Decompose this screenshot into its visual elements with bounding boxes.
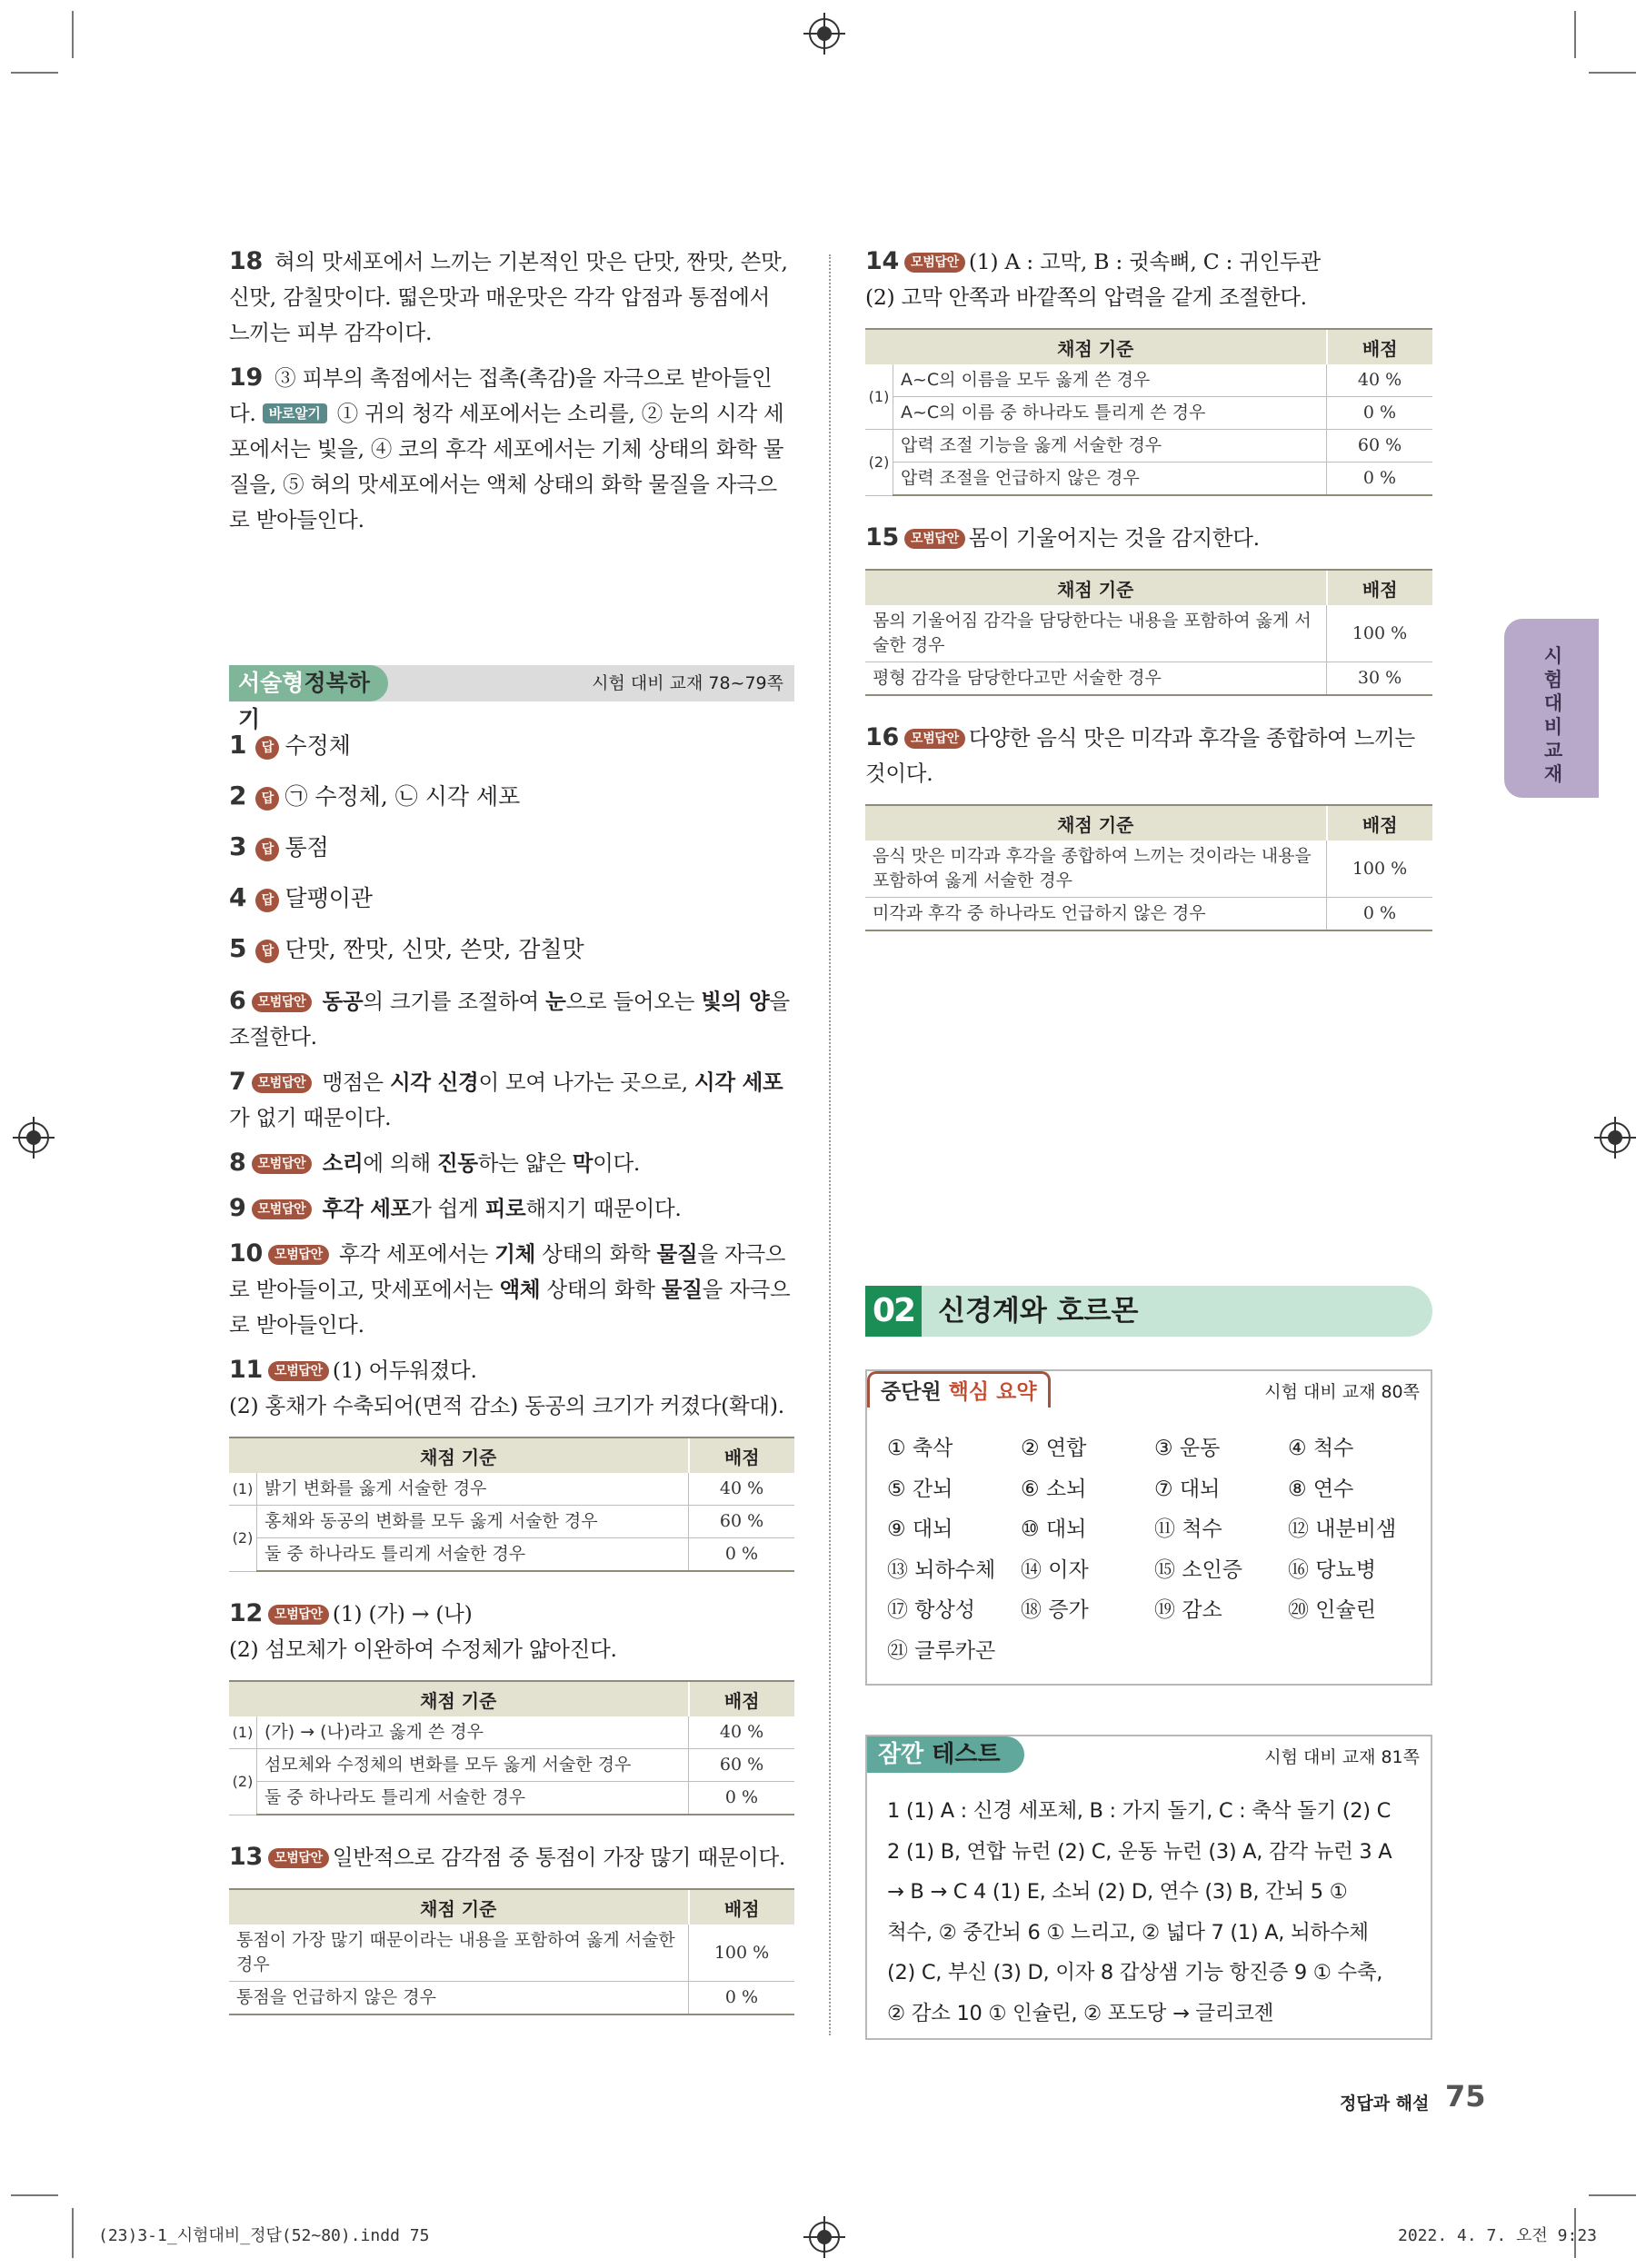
model-answer-tag: 모범답안 (268, 1605, 329, 1625)
chapter-number: 02 (865, 1286, 922, 1337)
textbook-reference: 시험 대비 교재 80쪽 (1264, 1382, 1420, 1402)
answer-14: 14 모범답안 (1) A : 고막, B : 귓속뼈, C : 귀인두관 (2) 고막 안쪽과 바깥쪽의 압력을 같게 조절한다. (865, 247, 1321, 310)
short-answer-1: 1 답 수정체 (229, 730, 351, 760)
table-row: 음식 맛은 미각과 후각을 종합하여 느끼는 것이라는 내용을 포함하여 옳게 서술한 경우 100 % (865, 841, 1432, 898)
table-row: 둘 중 하나라도 틀리게 서술한 경우 0 % (229, 1538, 794, 1572)
model-answer-tag: 모범답안 (904, 729, 965, 749)
answer-tag: 답 (255, 838, 279, 861)
table-row: 미각과 후각 중 하나라도 언급하지 않은 경우 0 % (865, 898, 1432, 931)
table-row: A~C의 이름 중 하나라도 틀리게 쓴 경우 0 % (865, 397, 1432, 430)
chapter-banner (865, 1286, 1432, 1337)
model-answer-tag: 모범답안 (268, 1361, 329, 1381)
crop-mark (72, 2208, 74, 2258)
list-item: ⑤ 간뇌 ⑥ 소뇌 ⑦ 대뇌 ⑧ 연수 (887, 1477, 1354, 1501)
scoring-table-13: 채점 기준 배점 통점이 가장 많기 때문이라는 내용을 포함하여 옳게 서술한 경우 100 % 통점을 언급하지 않은 경우 0 % (229, 1888, 794, 2015)
model-answer-tag: 모범답안 (252, 1154, 313, 1174)
model-answer-tag: 모범답안 (904, 253, 965, 273)
print-slug: (23)3-1_시험대비_정답(52~80).indd 75 (98, 2226, 430, 2245)
scoring-table-11: 채점 기준 배점 (1) 밝기 변화를 옳게 서술한 경우 40 % (2) 홍채와 동공의 변화를 모두 옳게 서술한 경우 60 % 둘 중 하나라도 틀리게 서술한 경우 0 % (229, 1437, 794, 1572)
item-number: 19 (229, 363, 263, 392)
answer-16: 16 모범답안 다양한 음식 맛은 미각과 후각을 종합하여 느끼는 것이다. (865, 723, 1415, 786)
table-row: (2) 압력 조절 기능을 옳게 서술한 경우 60 % (865, 430, 1432, 463)
registration-mark-icon (1600, 1122, 1631, 1153)
crop-mark (72, 11, 74, 58)
model-answer-tag: 모범답안 (904, 529, 965, 549)
column-divider (829, 254, 831, 2035)
registration-mark-icon (809, 2222, 840, 2253)
model-answer-tag: 모범답안 (268, 1848, 329, 1868)
answer-15: 15 모범답안 몸이 기울어지는 것을 감지한다. (865, 523, 1260, 552)
print-timestamp: 2022. 4. 7. 오전 9:23 (1398, 2226, 1598, 2245)
answer-tag: 답 (255, 940, 279, 963)
short-answer-3: 3 답 통점 (229, 831, 329, 861)
answer-text: 혀의 맛세포에서 느끼는 기본적인 맛은 단맛, 짠맛, 쓴맛, 신맛, 감칠맛이다. 떫은맛과 매운맛은 각각 압점과 통점에서 느끼는 피부 감각이다. (229, 249, 788, 345)
crop-mark (11, 72, 58, 74)
quick-test-title: 잠깐 테스트 (867, 1736, 1024, 1773)
side-index-tab (1504, 619, 1599, 798)
answer-18 (229, 244, 794, 351)
list-item: ① 축삭 ② 연합 ③ 운동 ④ 척수 (887, 1437, 1354, 1460)
list-item: ⑰ 항상성 ⑱ 증가 ⑲ 감소 ⑳ 인슐린 (887, 1598, 1376, 1622)
list-item: 1 (1) A : 신경 세포체, B : 가지 돌기, C : 축삭 돌기 (2) C (887, 1799, 1391, 1823)
table-row: (1) 밝기 변화를 옳게 서술한 경우 40 % (229, 1473, 794, 1506)
registration-mark-icon (18, 1122, 49, 1153)
answer-13: 13 모범답안 일반적으로 감각점 중 통점이 가장 많기 때문이다. (229, 1843, 786, 1871)
textbook-reference: 시험 대비 교재 78~79쪽 (592, 673, 783, 693)
table-row: 몸의 기울어짐 감각을 담당한다는 내용을 포함하여 옳게 서술한 경우 100 % (865, 605, 1432, 662)
table-row: (2) 홍채와 동공의 변화를 모두 옳게 서술한 경우 60 % (229, 1506, 794, 1538)
side-tab-label: 시 험 대 비 교 재 (1543, 645, 1563, 785)
summary-title: 중단원 핵심 요약 (867, 1371, 1051, 1408)
model-answer-tag: 모범답안 (252, 992, 313, 1012)
table-row: 통점을 언급하지 않은 경우 0 % (229, 1982, 794, 2015)
chapter-title: 신경계와 호르몬 (938, 1295, 1139, 1328)
table-row: 둘 중 하나라도 틀리게 서술한 경우 0 % (229, 1782, 794, 1815)
page-number: 75 (1445, 2079, 1486, 2114)
short-answer-4: 4 답 달팽이관 (229, 882, 374, 912)
quick-test-box (865, 1735, 1432, 2040)
table-row: 통점이 가장 많기 때문이라는 내용을 포함하여 옳게 서술한 경우 100 % (229, 1925, 794, 1982)
registration-mark-icon (809, 18, 840, 49)
answer-8: 8 모범답안 소리에 의해 진동하는 얇은 막이다. (229, 1149, 641, 1177)
answer-tag: 답 (255, 736, 279, 760)
short-answer-5: 5 답 단맛, 짠맛, 신맛, 쓴맛, 감칠맛 (229, 933, 584, 963)
scoring-table-12: 채점 기준 배점 (1) (가) → (나)라고 옳게 쓴 경우 40 % (2) 섬모체와 수정체의 변화를 모두 옳게 서술한 경우 60 % 둘 중 하나라도 틀리게 서술한 경우 0 % (229, 1680, 794, 1815)
answer-12: 12 모범답안 (1) (가) → (나) (2) 섬모체가 이완하여 수정체가 얇아진다. (229, 1599, 617, 1662)
answer-19 (229, 360, 794, 538)
model-answer-tag: 모범답안 (268, 1245, 329, 1265)
section-header (229, 665, 794, 732)
crop-mark (1589, 2194, 1636, 2196)
list-item: (2) C, 부신 (3) D, 이자 8 갑상샘 기능 항진증 9 ① 수축, (887, 1961, 1383, 1984)
list-item: ⑨ 대뇌 ⑩ 대뇌 ⑪ 척수 ⑫ 내분비샘 (887, 1517, 1397, 1541)
model-answer-tag: 모범답안 (252, 1073, 313, 1093)
left-column (229, 244, 794, 2039)
section-badge: 서술형정복하기 (229, 665, 388, 701)
list-item: ㉑ 글루카곤 (887, 1638, 996, 1663)
right-column (865, 244, 1432, 955)
table-row: (1) A~C의 이름을 모두 옳게 쓴 경우 40 % (865, 364, 1432, 397)
correction-text: ① 귀의 청각 세포에서는 소리를, ② 눈의 시각 세포에서는 빛을, ④ 코의 후각 세포에서는 기체 상태의 화학 물질을, ⑤ 혀의 맛세포에서는 액체 상태의 화학 물질을 자극으로 받아들인다. (229, 401, 784, 532)
table-row: (1) (가) → (나)라고 옳게 쓴 경우 40 % (229, 1716, 794, 1749)
correction-tag: 바로알기 (263, 403, 327, 423)
short-answer-2: 2 답 ㉠ 수정체, ㉡ 시각 세포 (229, 781, 521, 811)
list-item: 척수, ② 중간뇌 6 ① 느리고, ② 넓다 7 (1) A, 뇌하수체 (887, 1920, 1369, 1945)
table-row: 평형 감각을 담당한다고만 서술한 경우 30 % (865, 662, 1432, 696)
answer-tag: 답 (255, 889, 279, 912)
answer-10: 10 모범답안 후각 세포에서는 기체 상태의 화학 물질을 자극으로 받아들이고, 맛세포에서는 액체 상태의 화학 물질을 자극으로 받아들인다. (229, 1239, 791, 1338)
answer-text: ③ 피부의 촉점에서는 접촉(촉감)을 자극으로 받아들인다. (229, 365, 773, 426)
answer-9: 9 모범답안 후각 세포가 쉽게 피로해지기 때문이다. (229, 1194, 682, 1222)
list-item: ② 감소 10 ① 인슐린, ② 포도당 → 글리코젠 (887, 2001, 1274, 2025)
quick-test-answers (887, 1791, 1414, 2034)
crop-mark (11, 2194, 58, 2196)
answer-7: 7 모범답안 맹점은 시각 신경이 모여 나가는 곳으로, 시각 세포가 없기 때문이다. (229, 1068, 783, 1130)
answer-6: 6 모범답안 동공의 크기를 조절하여 눈으로 들어오는 빛의 양을 조절한다. (229, 987, 790, 1049)
table-row: 압력 조절을 언급하지 않은 경우 0 % (865, 463, 1432, 496)
scoring-table-15: 채점 기준 배점 몸의 기울어짐 감각을 담당한다는 내용을 포함하여 옳게 서술한 경우 100 % 평형 감각을 담당한다고만 서술한 경우 30 % (865, 569, 1432, 696)
answer-11: 11 모범답안 (1) 어두워졌다. (2) 홍채가 수축되어(면적 감소) 동공의 크기가 커졌다(확대). (229, 1356, 784, 1418)
scoring-table-16: 채점 기준 배점 음식 맛은 미각과 후각을 종합하여 느끼는 것이라는 내용을 포함하여 옳게 서술한 경우 100 % 미각과 후각 중 하나라도 언급하지 않은 경우 0 % (865, 804, 1432, 931)
crop-mark (1589, 72, 1636, 74)
list-item: ⑬ 뇌하수체 ⑭ 이자 ⑮ 소인증 ⑯ 당뇨병 (887, 1557, 1376, 1582)
table-row: (2) 섬모체와 수정체의 변화를 모두 옳게 서술한 경우 60 % (229, 1749, 794, 1782)
answer-tag: 답 (255, 787, 279, 811)
list-item: → B → C 4 (1) E, 소뇌 (2) D, 연수 (3) B, 간뇌 5 ① (887, 1880, 1348, 1904)
summary-box (865, 1369, 1432, 1686)
list-item: 2 (1) B, 연합 뉴런 (2) C, 운동 뉴런 (3) A, 감각 뉴런 3 A (887, 1839, 1392, 1864)
scoring-table-14: 채점 기준 배점 (1) A~C의 이름을 모두 옳게 쓴 경우 40 % A~C의 이름 중 하나라도 틀리게 쓴 경우 0 % (2) 압력 조절 기능을 옳게 서술한 경우 60 % 압력 조절을 언급하지 않은 경우 0 % (865, 328, 1432, 496)
summary-grid (887, 1431, 1422, 1674)
textbook-reference: 시험 대비 교재 81쪽 (1264, 1747, 1420, 1767)
crop-mark (1574, 11, 1576, 58)
footer-label: 정답과 해설 (1340, 2094, 1430, 2114)
model-answer-tag: 모범답안 (252, 1199, 313, 1219)
item-number: 18 (229, 247, 263, 275)
